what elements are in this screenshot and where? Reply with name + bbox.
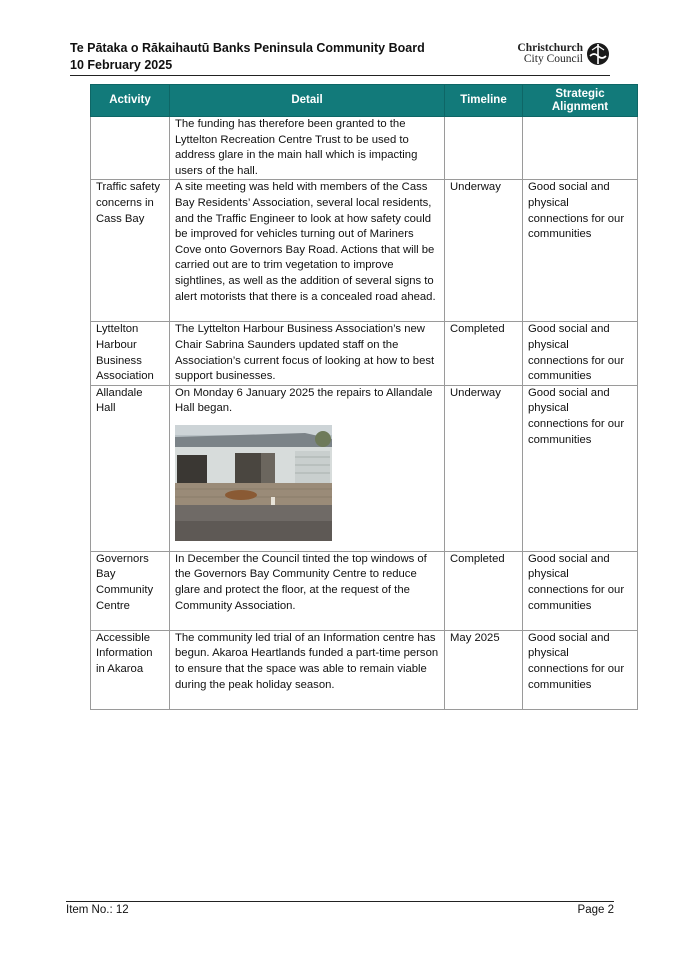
activities-table	[90, 84, 638, 710]
allandale-hall-photo	[175, 425, 332, 541]
header-title-line1: Te Pātaka o Rākaihautū Banks Peninsula Community Board	[70, 41, 425, 55]
footer-page-number: Page 2	[577, 904, 614, 916]
footer-item-number: Item No.: 12	[66, 904, 129, 916]
alignment-cell: Good social and physical connections for our communities	[523, 180, 638, 322]
activity-cell: Lyttelton Harbour Business Association	[91, 322, 170, 385]
page-footer	[66, 901, 614, 916]
activity-cell	[91, 117, 170, 180]
logo-line1: Christchurch	[517, 42, 583, 54]
activity-cell: Governors Bay Community Centre	[91, 551, 170, 630]
detail-cell: The funding has therefore been granted to the Lyttelton Recreation Centre Trust to be used to address glare in the main hall which is impacting users of the hall.	[170, 117, 445, 180]
table-row	[91, 385, 638, 551]
timeline-cell	[445, 117, 523, 180]
page-header	[70, 40, 610, 76]
table-row	[91, 180, 638, 322]
detail-cell: The community led trial of an Information centre has begun. Akaroa Heartlands funded a part-time person to ensure that the space was able to remain viable during the peak holiday season.	[170, 630, 445, 709]
header-divider	[70, 75, 610, 76]
detail-cell: A site meeting was held with members of the Cass Bay Residents’ Association, several local residents, and the Traffic Engineer to look at how safety could be improved for vehicles turning out of Mariners Cove onto Governors Bay Road. Actions that will be carried out are to trim vegetation to improve sightlines, as well as the addition of several signs to alert motorists that there is a concealed road ahead.	[170, 180, 445, 322]
alignment-cell	[523, 117, 638, 180]
activity-cell: Allandale Hall	[91, 385, 170, 551]
table-row	[91, 322, 638, 385]
alignment-cell: Good social and physical connections for our communities	[523, 551, 638, 630]
timeline-cell: Underway	[445, 180, 523, 322]
activity-cell: Accessible Information in Akaroa	[91, 630, 170, 709]
table-row	[91, 551, 638, 630]
alignment-cell: Good social and physical connections for our communities	[523, 630, 638, 709]
logo-line2: City Council	[523, 53, 583, 65]
detail-cell	[170, 385, 445, 551]
timeline-cell: Completed	[445, 322, 523, 385]
table-row	[91, 117, 638, 180]
column-header-strategic-alignment: Strategic Alignment	[523, 85, 638, 117]
timeline-cell: May 2025	[445, 630, 523, 709]
alignment-cell: Good social and physical connections for our communities	[523, 385, 638, 551]
column-header-detail: Detail	[170, 85, 445, 117]
detail-text: On Monday 6 January 2025 the repairs to Allandale Hall began.	[175, 386, 433, 415]
alignment-cell: Good social and physical connections for our communities	[523, 322, 638, 385]
detail-cell: The Lyttelton Harbour Business Association’s new Chair Sabrina Saunders updated staff on the Association’s current focus of looking at how to best support businesses.	[170, 322, 445, 385]
detail-cell: In December the Council tinted the top windows of the Governors Bay Community Centre to reduce glare and protect the floor, at the request of the Community Association.	[170, 551, 445, 630]
activity-cell: Traffic safety concerns in Cass Bay	[91, 180, 170, 322]
table-header-row	[91, 85, 638, 117]
timeline-cell: Completed	[445, 551, 523, 630]
column-header-activity: Activity	[91, 85, 170, 117]
column-header-timeline: Timeline	[445, 85, 523, 117]
council-logo	[517, 42, 610, 68]
council-emblem-icon	[586, 42, 610, 66]
timeline-cell: Underway	[445, 385, 523, 551]
header-title-line2: 10 February 2025	[70, 58, 173, 72]
table-row	[91, 630, 638, 709]
